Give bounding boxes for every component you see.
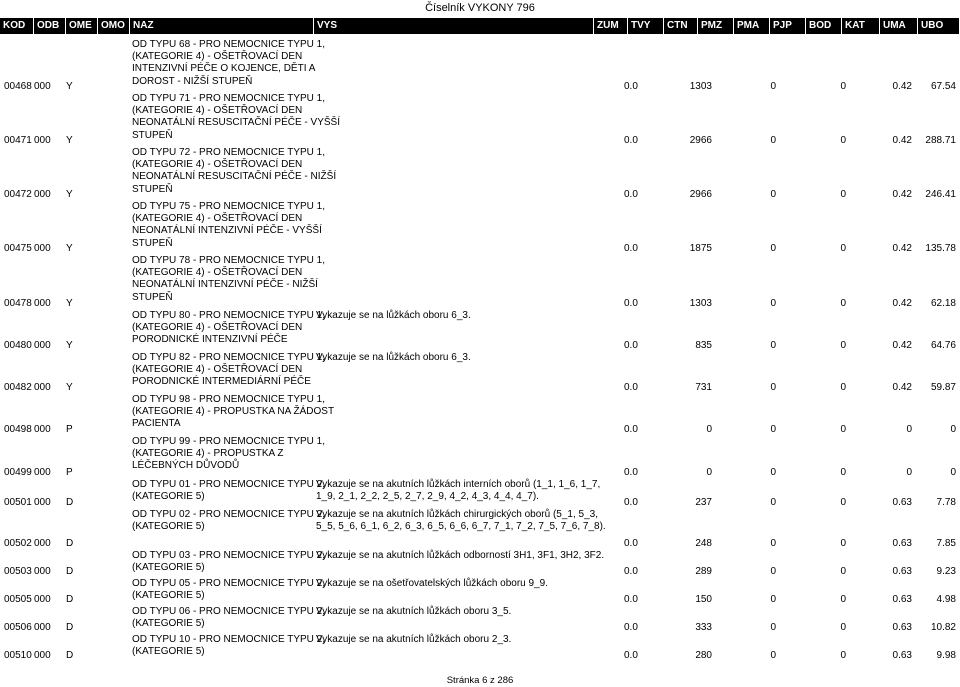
cell-odb: 000 [34,565,51,577]
cell-ome: D [66,565,74,577]
cell-kod: 00468 [4,80,32,92]
cell-pmz: 0.0 [624,565,638,577]
cell-bod: 0 [840,496,846,508]
cell-bod: 0 [840,593,846,605]
cell-pma: 0 [706,466,712,478]
cell-kat: 0.63 [892,621,912,633]
cell-pma: 150 [695,593,712,605]
cell-vys-line: Vykazuje se na akutních lůžkách oboru 2_3. [316,634,512,645]
column-header-zum: ZUM [594,18,628,34]
cell-bod: 0 [840,339,846,351]
cell-naz-line: (KATEGORIE 5) [132,646,205,658]
cell-naz-line: (KATEGORIE 5) [132,521,205,533]
cell-kat: 0.42 [892,242,912,254]
cell-kat: 0 [906,423,912,435]
cell-bod: 0 [840,80,846,92]
cell-pmz: 0.0 [624,242,638,254]
cell-ome: Y [66,381,73,393]
table-row [0,93,960,147]
cell-ome: D [66,649,74,661]
cell-bod: 0 [840,423,846,435]
cell-ome: Y [66,242,73,254]
cell-bod: 0 [840,537,846,549]
cell-naz-line: (KATEGORIE 4) - PROPUSTKA NA ŽÁDOST [132,406,335,418]
cell-pjp: 0 [770,381,776,393]
cell-bod: 0 [840,649,846,661]
cell-bod: 0 [840,188,846,200]
column-header-kod: KOD [0,18,34,34]
cell-naz-line: (KATEGORIE 5) [132,491,205,503]
cell-uma: 288.71 [925,134,956,146]
cell-odb: 000 [34,537,51,549]
cell-kod: 00480 [4,339,32,351]
cell-naz-line: (KATEGORIE 4) - OŠETŘOVACÍ DEN [132,213,303,225]
cell-kat: 0.63 [892,593,912,605]
cell-pma: 2966 [689,134,712,146]
cell-kod: 00478 [4,297,32,309]
cell-pjp: 0 [770,593,776,605]
cell-naz-line: (KATEGORIE 4) - OŠETŘOVACÍ DEN [132,267,303,279]
cell-naz-line: OD TYPU 72 - PRO NEMOCNICE TYPU 1, [132,147,326,158]
cell-ome: Y [66,80,73,92]
cell-bod: 0 [840,381,846,393]
cell-vys-line: Vykazuje se na akutních lůžkách chirurgických oborů (5_1, 5_3, [316,509,599,520]
cell-uma: 67.54 [930,80,956,92]
cell-kod: 00499 [4,466,32,478]
cell-ome: P [66,423,73,435]
table-row [0,352,960,394]
cell-uma: 9.98 [936,649,956,661]
cell-pma: 731 [695,381,712,393]
cell-kod: 00501 [4,496,32,508]
column-header-ome: OME [66,18,98,34]
cell-naz-line: STUPEŇ [132,291,173,303]
cell-naz-line: INTENZIVNÍ PÉČE O KOJENCE, DĚTI A [132,63,316,75]
cell-pjp: 0 [770,242,776,254]
cell-uma: 0 [950,423,956,435]
cell-naz-line: STUPEŇ [132,129,173,141]
cell-odb: 000 [34,423,51,435]
column-header-uma: UMA [880,18,918,34]
cell-bod: 0 [840,242,846,254]
cell-ome: D [66,537,74,549]
table-row [0,550,960,578]
cell-ome: Y [66,297,73,309]
cell-naz-line: OD TYPU 99 - PRO NEMOCNICE TYPU 1, [132,436,326,447]
cell-naz-line: NEONATÁLNÍ RESUSCITAČNÍ PÉČE - NIŽŠÍ [132,171,337,183]
column-header-ubo: UBO [918,18,960,34]
cell-naz-line: OD TYPU 78 - PRO NEMOCNICE TYPU 1, [132,255,326,266]
table-row [0,39,960,93]
cell-naz-line: OD TYPU 03 - PRO NEMOCNICE TYPU 2, [132,550,326,561]
cell-pjp: 0 [770,80,776,92]
cell-naz-line: NEONATÁLNÍ INTENZIVNÍ PÉČE - VYŠŠÍ [132,225,322,237]
cell-pma: 248 [695,537,712,549]
cell-kod: 00475 [4,242,32,254]
cell-naz-line: OD TYPU 01 - PRO NEMOCNICE TYPU 2, [132,479,326,490]
column-header-ctn: CTN [664,18,698,34]
cell-uma: 135.78 [925,242,956,254]
cell-kat: 0.42 [892,134,912,146]
cell-pjp: 0 [770,621,776,633]
column-header-odb: ODB [34,18,66,34]
cell-pmz: 0.0 [624,621,638,633]
cell-ome: Y [66,339,73,351]
cell-pjp: 0 [770,466,776,478]
cell-pmz: 0.0 [624,649,638,661]
cell-vys-line: Vykazuje se na ošetřovatelských lůžkách oboru 9_9. [316,578,548,589]
cell-pma: 1303 [689,297,712,309]
cell-uma: 64.76 [930,339,956,351]
cell-pjp: 0 [770,649,776,661]
cell-bod: 0 [840,621,846,633]
cell-pma: 0 [706,423,712,435]
table-row [0,436,960,479]
cell-kod: 00482 [4,381,32,393]
table-row [0,634,960,662]
cell-kod: 00510 [4,649,32,661]
cell-naz-line: PACIENTA [132,418,181,430]
cell-naz-line: (KATEGORIE 4) - OŠETŘOVACÍ DEN [132,105,303,117]
cell-ome: D [66,496,74,508]
cell-kat: 0.42 [892,297,912,309]
cell-vys-line: Vykazuje se na akutních lůžkách oboru 3_5. [316,606,512,617]
column-header-pjp: PJP [770,18,806,34]
cell-odb: 000 [34,593,51,605]
cell-kat: 0.42 [892,381,912,393]
cell-pma: 333 [695,621,712,633]
cell-naz-line: (KATEGORIE 5) [132,618,205,630]
cell-pmz: 0.0 [624,537,638,549]
column-header-tvy: TVY [628,18,664,34]
cell-kat: 0.63 [892,537,912,549]
cell-pjp: 0 [770,565,776,577]
cell-bod: 0 [840,297,846,309]
cell-naz-line: (KATEGORIE 5) [132,562,205,574]
cell-pma: 1875 [689,242,712,254]
cell-kat: 0.42 [892,80,912,92]
table-row [0,606,960,634]
cell-bod: 0 [840,565,846,577]
cell-odb: 000 [34,297,51,309]
cell-uma: 10.82 [930,621,956,633]
cell-pmz: 0.0 [624,80,638,92]
cell-naz-line: OD TYPU 80 - PRO NEMOCNICE TYPU 1, [132,310,326,321]
cell-naz-line: OD TYPU 82 - PRO NEMOCNICE TYPU 1, [132,352,326,363]
cell-ome: Y [66,188,73,200]
cell-bod: 0 [840,134,846,146]
cell-pma: 280 [695,649,712,661]
table-row [0,509,960,550]
cell-odb: 000 [34,496,51,508]
cell-kat: 0.63 [892,649,912,661]
cell-pmz: 0.0 [624,134,638,146]
table-row [0,310,960,352]
cell-naz-line: OD TYPU 05 - PRO NEMOCNICE TYPU 2, [132,578,326,589]
cell-odb: 000 [34,649,51,661]
column-header-naz: NAZ [130,18,314,34]
cell-vys-line: Vykazuje se na akutních lůžkách odborností 3H1, 3F1, 3H2, 3F2. [316,550,605,561]
cell-pmz: 0.0 [624,593,638,605]
cell-pma: 289 [695,565,712,577]
cell-odb: 000 [34,621,51,633]
table-row [0,147,960,201]
cell-pmz: 0.0 [624,381,638,393]
cell-naz-line: OD TYPU 98 - PRO NEMOCNICE TYPU 1, [132,394,326,405]
cell-pjp: 0 [770,339,776,351]
cell-pma: 1303 [689,80,712,92]
cell-naz-line: STUPEŇ [132,183,173,195]
column-header-omo: OMO [98,18,130,34]
cell-pjp: 0 [770,496,776,508]
table-row [0,578,960,606]
cell-odb: 000 [34,466,51,478]
cell-kod: 00502 [4,537,32,549]
cell-uma: 7.85 [936,537,956,549]
cell-uma: 62.18 [930,297,956,309]
cell-pmz: 0.0 [624,423,638,435]
cell-uma: 0 [950,466,956,478]
cell-vys-line: Vykazuje se na lůžkách oboru 6_3. [316,352,471,363]
cell-kat: 0.63 [892,565,912,577]
cell-naz-line: DOROST - NIŽŠÍ STUPEŇ [132,75,253,87]
cell-kat: 0.63 [892,496,912,508]
cell-pma: 2966 [689,188,712,200]
cell-pmz: 0.0 [624,339,638,351]
cell-kod: 00503 [4,565,32,577]
column-header-vys: VYS [314,18,594,34]
cell-uma: 4.98 [936,593,956,605]
cell-naz-line: (KATEGORIE 5) [132,590,205,602]
table-row [0,479,960,509]
cell-naz-line: OD TYPU 02 - PRO NEMOCNICE TYPU 2, [132,509,326,520]
cell-kat: 0 [906,466,912,478]
cell-naz-line: (KATEGORIE 4) - OŠETŘOVACÍ DEN [132,322,303,334]
cell-naz-line: (KATEGORIE 4) - OŠETŘOVACÍ DEN [132,51,303,63]
cell-pma: 237 [695,496,712,508]
cell-kod: 00505 [4,593,32,605]
cell-odb: 000 [34,339,51,351]
column-header-pma: PMA [734,18,770,34]
cell-ome: D [66,621,74,633]
cell-naz-line: (KATEGORIE 4) - OŠETŘOVACÍ DEN [132,159,303,171]
cell-naz-line: NEONATÁLNÍ INTENZIVNÍ PÉČE - NIŽŠÍ [132,279,318,291]
cell-odb: 000 [34,381,51,393]
cell-pjp: 0 [770,297,776,309]
cell-naz-line: OD TYPU 71 - PRO NEMOCNICE TYPU 1, [132,93,326,104]
cell-naz-line: LÉČEBNÝCH DŮVODŮ [132,460,240,472]
cell-vys-line: Vykazuje se na lůžkách oboru 6_3. [316,310,471,321]
cell-pmz: 0.0 [624,466,638,478]
cell-naz-line: OD TYPU 10 - PRO NEMOCNICE TYPU 2, [132,634,326,645]
cell-naz-line: PORODNICKÉ INTENZIVNÍ PÉČE [132,334,288,346]
page-footer: Stránka 6 z 286 [446,675,514,686]
cell-pmz: 0.0 [624,496,638,508]
cell-vys-line: 5_5, 5_6, 6_1, 6_2, 6_3, 6_5, 6_6, 6_7, 7_1, 7_2, 7_5, 7_6, 7_8). [316,521,606,533]
cell-kat: 0.42 [892,339,912,351]
cell-pmz: 0.0 [624,297,638,309]
cell-naz-line: OD TYPU 06 - PRO NEMOCNICE TYPU 2, [132,606,326,617]
cell-ome: P [66,466,73,478]
cell-pjp: 0 [770,134,776,146]
cell-bod: 0 [840,466,846,478]
cell-uma: 246.41 [925,188,956,200]
cell-odb: 000 [34,134,51,146]
cell-naz-line: (KATEGORIE 4) - PROPUSTKA Z [132,448,284,460]
cell-pma: 835 [695,339,712,351]
column-header-kat: KAT [842,18,880,34]
cell-pjp: 0 [770,423,776,435]
table-row [0,255,960,310]
cell-naz-line: STUPEŇ [132,237,173,249]
cell-odb: 000 [34,80,51,92]
column-header-pmz: PMZ [698,18,734,34]
cell-kod: 00498 [4,423,32,435]
table-header [0,18,960,34]
cell-vys-line: 1_9, 2_1, 2_2, 2_5, 2_7, 2_9, 4_2, 4_3, 4_4, 4_7). [316,491,539,503]
page-title: Číselník VYKONY 796 [425,2,535,14]
cell-pjp: 0 [770,188,776,200]
cell-odb: 000 [34,242,51,254]
cell-uma: 7.78 [936,496,956,508]
cell-ome: D [66,593,74,605]
cell-kat: 0.42 [892,188,912,200]
cell-naz-line: OD TYPU 75 - PRO NEMOCNICE TYPU 1, [132,201,326,212]
cell-pjp: 0 [770,537,776,549]
cell-kod: 00472 [4,188,32,200]
table-row [0,394,960,436]
cell-pmz: 0.0 [624,188,638,200]
cell-naz-line: PORODNICKÉ INTERMEDIÁRNÍ PÉČE [132,376,311,388]
cell-naz-line: NEONATÁLNÍ RESUSCITAČNÍ PÉČE - VYŠŠÍ [132,117,341,129]
cell-ome: Y [66,134,73,146]
cell-vys-line: Vykazuje se na akutních lůžkách interních oborů (1_1, 1_6, 1_7, [316,479,601,490]
cell-uma: 59.87 [930,381,956,393]
column-header-bod: BOD [806,18,842,34]
cell-naz-line: OD TYPU 68 - PRO NEMOCNICE TYPU 1, [132,39,326,50]
cell-kod: 00506 [4,621,32,633]
cell-naz-line: (KATEGORIE 4) - OŠETŘOVACÍ DEN [132,364,303,376]
cell-uma: 9.23 [936,565,956,577]
cell-odb: 000 [34,188,51,200]
cell-kod: 00471 [4,134,32,146]
table-row [0,201,960,255]
